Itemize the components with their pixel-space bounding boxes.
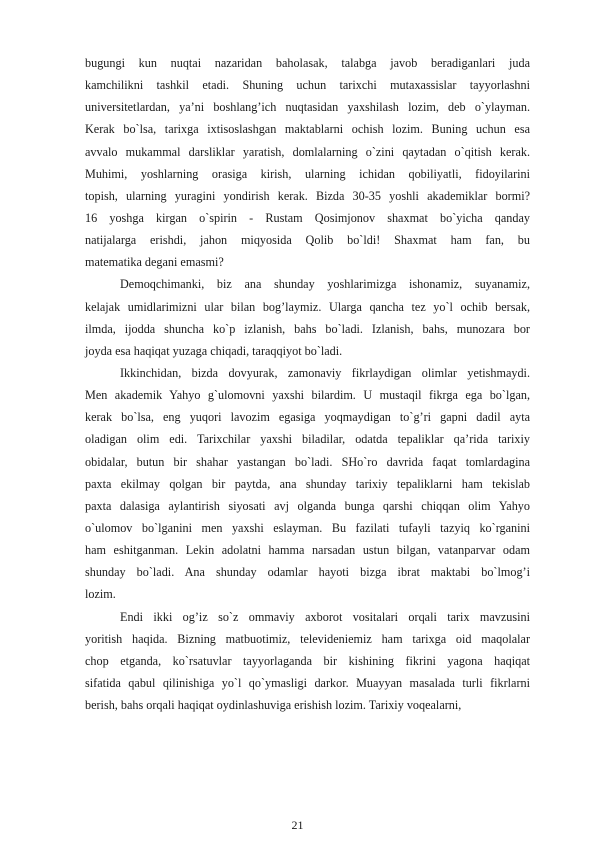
text-line: paxta ekilmay qolgan bir paytda, ana shunday tarixiy tepaliklarni ham tekislab: [85, 476, 530, 491]
text-line: ham eshitganman. Lekin adolatni hamma narsadan ustun bilgan, vatanparvar odam: [85, 543, 530, 558]
text-line: kamchilikni tashkil etadi. Shuning uchun tarixchi mutaxassislar tayyorlashni: [85, 78, 530, 93]
text-line: Men akademik Yahyo g`ulomovni yaxshi bilardim. U mustaqil fikrga ega bo`lgan,: [85, 388, 530, 403]
text-line: ilmda, ijodda shuncha ko`p izlanish, bahs bo`ladi. Izlanish, bahs, munozara bor: [85, 321, 530, 336]
text-line: paxta dalasiga aylantirish siyosati avj olganda bunga qarshi chiqqan olim Yahyo: [85, 498, 530, 513]
text-line: matematika degani emasmi?: [85, 255, 224, 270]
text-line: topish, ularning yuragini yondirish kerak. Bizda 30-35 yoshli akademiklar bormi?: [85, 188, 530, 203]
text-line: Endi ikki og’iz so`z ommaviy axborot vositalari orqali tarix mavzusini: [120, 609, 530, 624]
text-line: Kerak bo`lsa, tarixga ixtisoslashgan maktablarni ochish lozim. Buning uchun esa: [85, 122, 530, 137]
document-body: [85, 52, 530, 716]
text-line: universitetlardan, ya’ni boshlang’ich nuqtasidan yaxshilash lozim, deb o`ylayman.: [85, 100, 530, 115]
text-line: berish, bahs orqali haqiqat oydinlashuviga erishish lozim. Tarixiy voqealarni,: [85, 698, 462, 713]
text-line: lozim.: [85, 587, 116, 602]
text-line: kelajak umidlarimizni ular bilan bog’laymiz. Ularga qancha tez yo`l ochib bersak,: [85, 299, 530, 314]
text-line: bugungi kun nuqtai nazaridan baholasak, talabga javob beradiganlari juda: [85, 56, 530, 70]
text-line: Muhimi, yoshlarning orasiga kirish, ularning ichidan qobiliyatli, fidoyilarini: [85, 166, 530, 181]
text-line: yoritish haqida. Bizning matbuotimiz, televideniemiz ham tarixga oid maqolalar: [85, 631, 530, 646]
text-line: 16 yoshga kirgan o`spirin - Rustam Qosimjonov shaxmat bo`yicha qanday: [85, 210, 530, 225]
paragraph: [85, 273, 530, 362]
paragraph: [85, 52, 530, 273]
text-line: Demoqchimanki, biz ana shunday yoshlarimizga ishonamiz, suyanamiz,: [120, 277, 530, 292]
text-line: kerak bo`lsa, eng yuqori lavozim egasiga yoqmaydigan to`g’ri gapni dadil ayta: [85, 410, 530, 425]
text-line: natijalarga erishdi, jahon miqyosida Qolib bo`ldi! Shaxmat ham fan, bu: [85, 233, 530, 248]
text-line: joyda esa haqiqat yuzaga chiqadi, taraqqiyot bo`ladi.: [85, 343, 343, 358]
text-line: obidalar, butun bir shahar yastangan bo`ladi. SHo`ro davrida faqat tomlardagina: [85, 454, 530, 469]
text-line: shunday bo`ladi. Ana shunday odamlar hayoti bizga ibrat maktabi bo`lmog’i: [85, 565, 530, 580]
text-line: avvalo mukammal darsliklar yaratish, domlalarning o`zini qaytadan o`qitish kerak.: [85, 144, 530, 159]
text-line: oladigan olim edi. Tarixchilar yaxshi biladilar, odatda tepaliklar qa’rida tarixiy: [85, 432, 530, 447]
text-line: Ikkinchidan, bizda dovyurak, zamonaviy fikrlaydigan olimlar yetishmaydi.: [120, 365, 530, 380]
paragraph: [85, 362, 530, 606]
text-line: chop etganda, ko`rsatuvlar tayyorlaganda bir kishining fikrini yagona haqiqat: [85, 653, 530, 668]
page-number: 21: [291, 818, 304, 832]
text-line: o`ulomov bo`lganini men yaxshi eslayman. Bu fazilati tufayli tazyiq ko`rganini: [85, 520, 530, 535]
text-line: sifatida qabul qilinishiga yo`l qo`ymasligi darkor. Muayyan masalada turli fikrlarni: [85, 675, 530, 690]
paragraph: [85, 606, 530, 717]
